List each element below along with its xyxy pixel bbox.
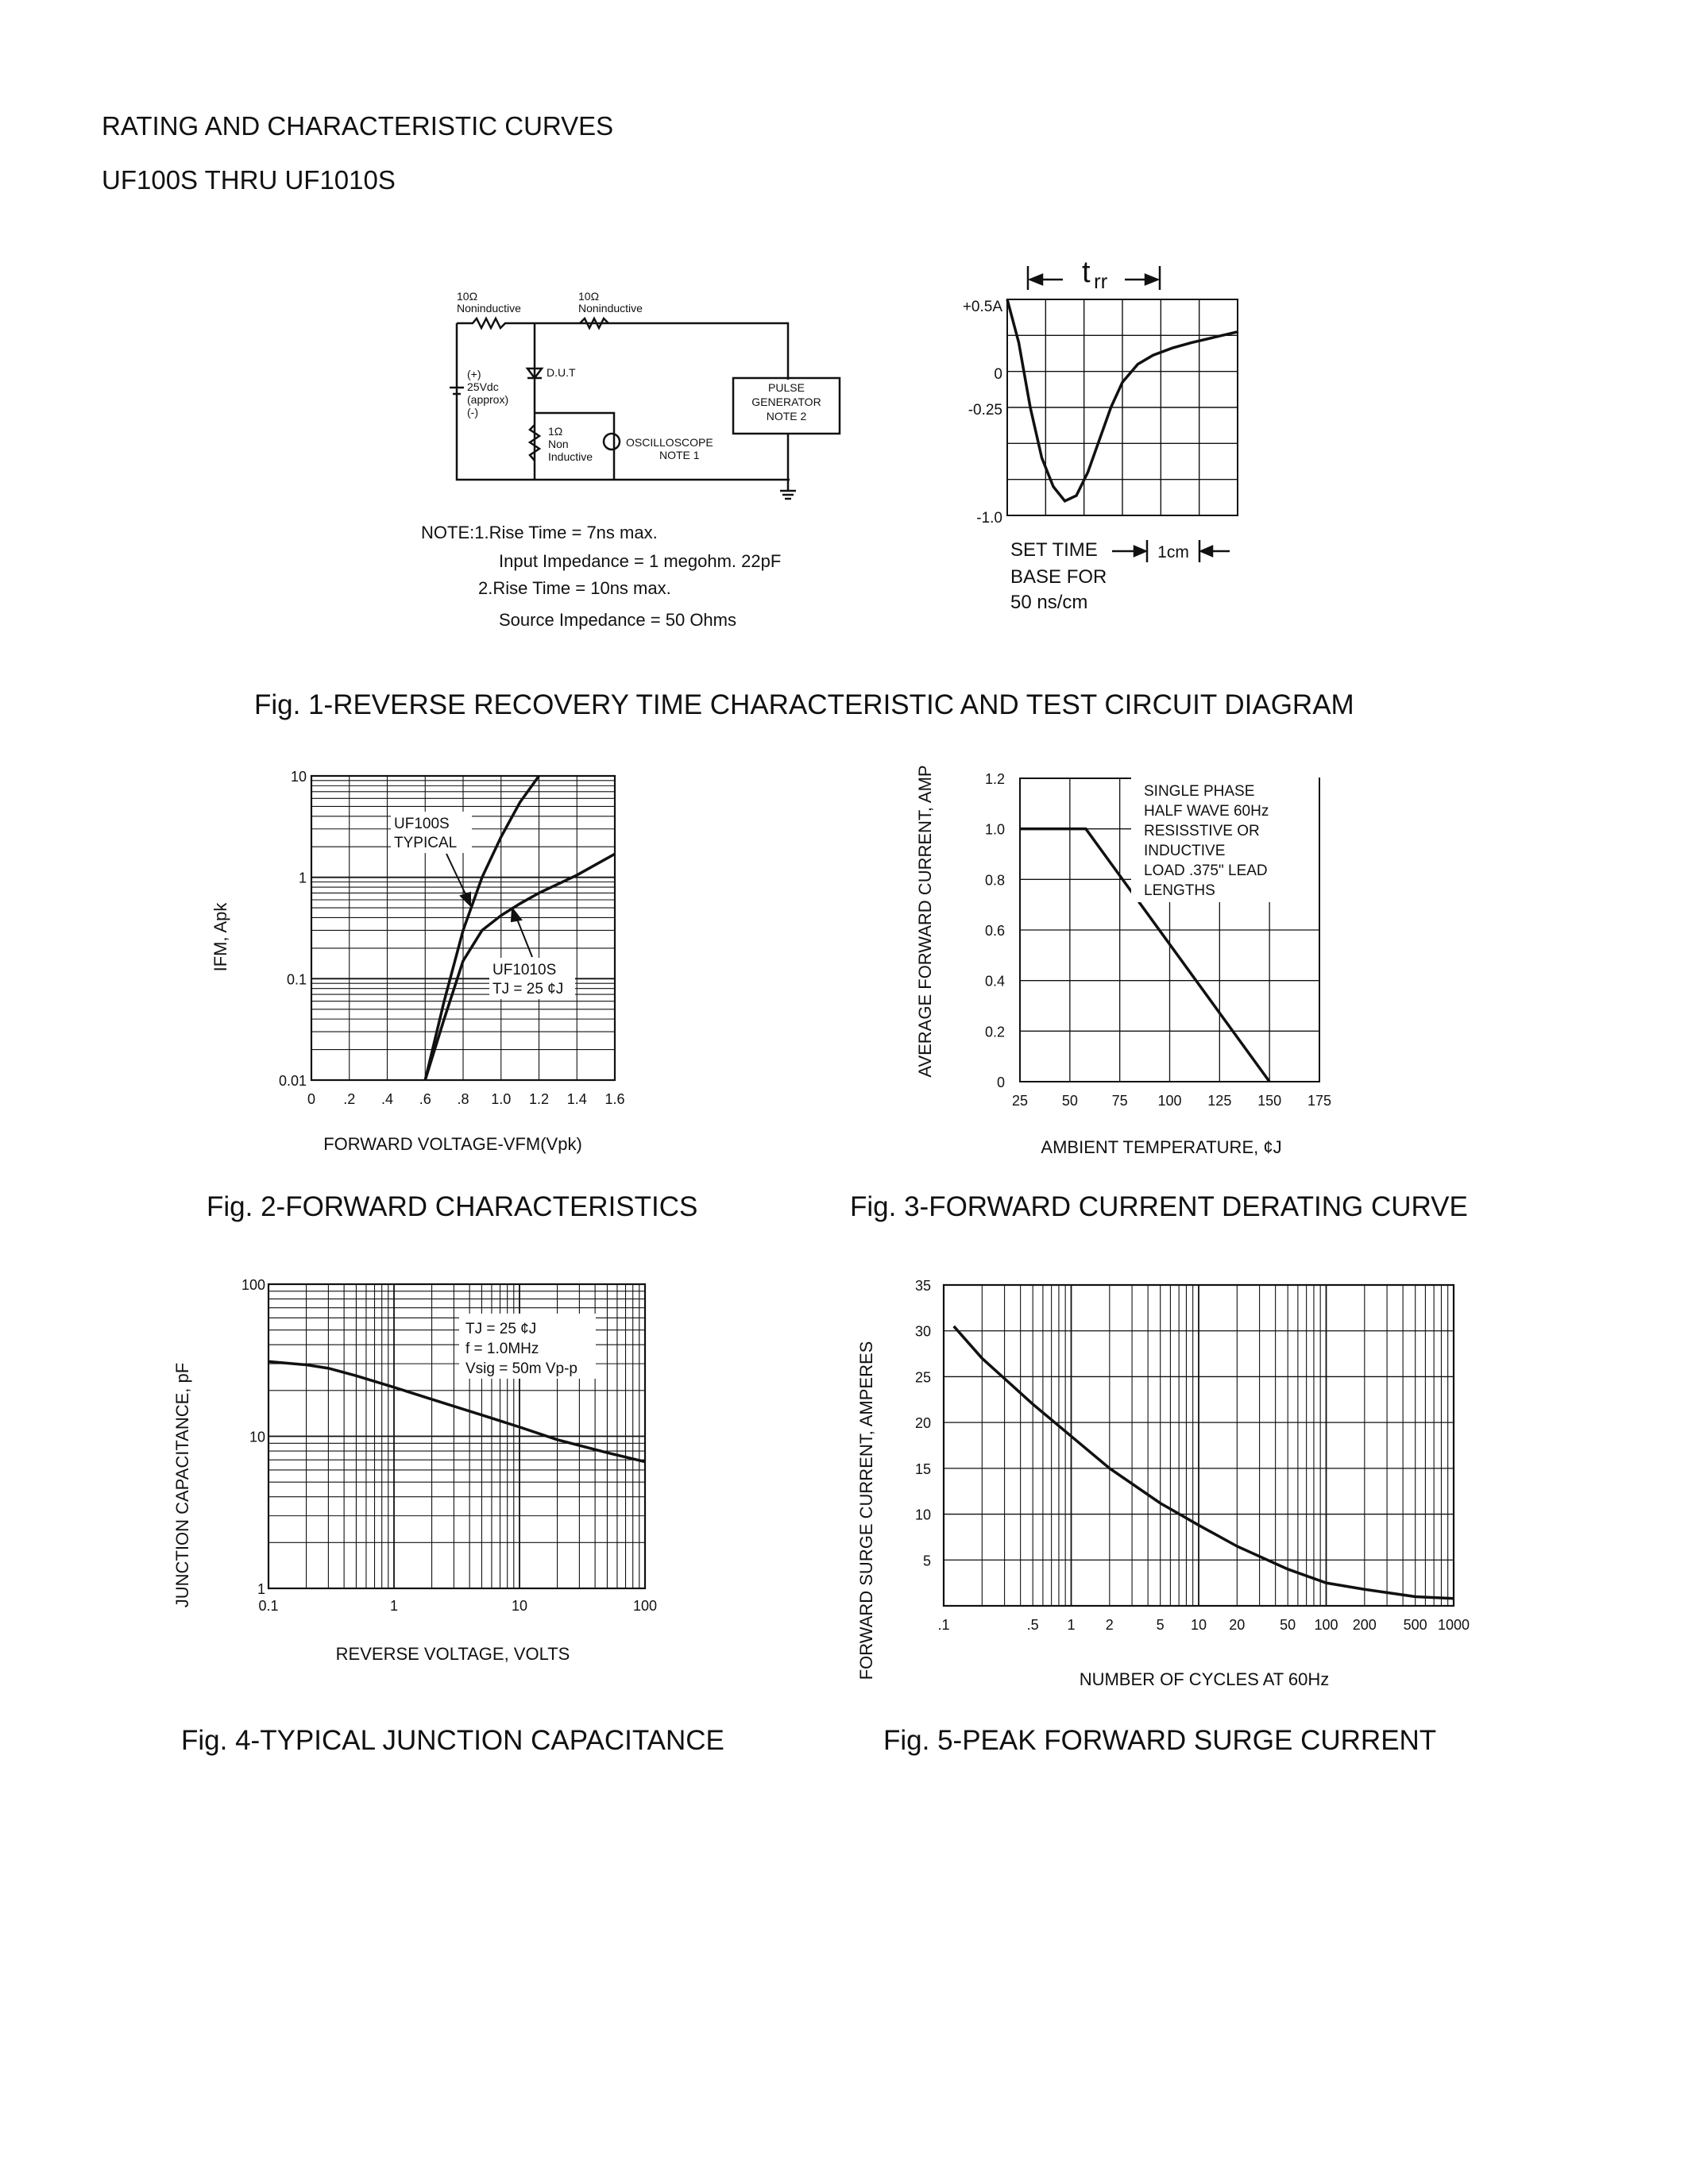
oscilloscope-icon: [604, 434, 620, 450]
fig1-ns-cm-label: 50 ns/cm: [1010, 592, 1088, 613]
fig4-ytick-label: 100: [241, 1277, 265, 1293]
fig5-xlabel: NUMBER OF CYCLES AT 60Hz: [1079, 1669, 1330, 1689]
r3-type-line1: Non: [548, 438, 569, 450]
fig2-ylabel: IFM, Apk: [211, 902, 230, 972]
fig2-caption: Fig. 2-FORWARD CHARACTERISTICS: [207, 1191, 698, 1222]
fig3-xtick-label: 50: [1061, 1093, 1078, 1109]
fig1-grid: [1007, 299, 1238, 515]
dut-label: D.U.T: [547, 366, 576, 379]
fig2-xtick-label: 1.4: [566, 1091, 587, 1107]
fig5-xtick-label: 200: [1352, 1617, 1377, 1633]
note-3: 2.Rise Time = 10ns max.: [478, 578, 671, 598]
fig2-annotation-tj: TJ = 25 ¢J: [492, 981, 564, 997]
fig5-ytick-label: 25: [914, 1369, 931, 1386]
r3-value-label: 1Ω: [548, 425, 563, 438]
fig5-ytick-label: 30: [914, 1323, 931, 1340]
oscilloscope-note-label: NOTE 1: [659, 449, 700, 461]
fig3-ytick-label: 0.2: [984, 1024, 1005, 1040]
fig3-xtick-label: 150: [1257, 1093, 1282, 1109]
fig3-ytick-label: 1.2: [984, 771, 1005, 787]
fig5-xtick-label: .1: [937, 1617, 950, 1633]
fig2-annotations: [391, 812, 575, 999]
fig2-ytick-label: 1: [298, 870, 307, 886]
fig5-ytick-label: 35: [914, 1278, 931, 1294]
fig2-chart: [211, 769, 625, 1154]
fig3-ylabel: AVERAGE FORWARD CURRENT, AMP: [915, 765, 935, 1078]
fig5-xtick-label: 1000: [1437, 1617, 1470, 1633]
pulse-line2-label: GENERATOR: [751, 396, 821, 408]
r1-type-label: Noninductive: [457, 302, 521, 314]
fig1-cm-label: 1cm: [1157, 543, 1189, 561]
r2-type-label: Noninductive: [578, 302, 643, 314]
circuit-labels: [457, 290, 821, 463]
fig4-caption: Fig. 4-TYPICAL JUNCTION CAPACITANCE: [181, 1725, 724, 1756]
fig4-annotation-line: Vsig = 50m Vp-p: [465, 1360, 577, 1377]
supply-voltage-label: 25Vdc: [467, 380, 499, 393]
fig5-xtick-label: 10: [1190, 1617, 1207, 1633]
fig5-ytick-label: 20: [914, 1415, 931, 1432]
fig4-annotation-line: TJ = 25 ¢J: [465, 1321, 537, 1337]
oscilloscope-label: OSCILLOSCOPE: [626, 436, 713, 449]
page-subtitle: UF100S THRU UF1010S: [102, 165, 396, 195]
fig2-xtick-label: 1.0: [491, 1091, 512, 1107]
fig1-ytick-label: +0.5A: [962, 299, 1002, 315]
fig5-line-surge: [954, 1326, 1454, 1599]
fig3-annotation-line: HALF WAVE 60Hz: [1144, 803, 1269, 820]
fig3-ytick-label: 0.6: [984, 923, 1005, 939]
fig2-xtick-label: 1.2: [528, 1091, 550, 1107]
fig3-xtick-label: 75: [1111, 1093, 1128, 1109]
fig2-xtick-label: .6: [419, 1091, 431, 1107]
note-4: Source Impedance = 50 Ohms: [499, 610, 736, 630]
fig2-xtick-label: 1.6: [605, 1091, 625, 1107]
fig3-xtick-label: 175: [1307, 1093, 1332, 1109]
fig3-annotation-line: LENGTHS: [1144, 882, 1215, 899]
fig4-xtick-label: 100: [632, 1598, 658, 1614]
fig5-xtick-label: 5: [1156, 1617, 1165, 1633]
fig5-ytick-label: 5: [922, 1553, 931, 1569]
circuit-wire-scope-box: [535, 413, 614, 480]
r3-type-line2: Inductive: [548, 450, 593, 463]
fig4-annotation-line: f = 1.0MHz: [465, 1341, 539, 1357]
fig4-ytick-label: 10: [249, 1429, 265, 1445]
fig2-xtick-label: .2: [343, 1091, 356, 1107]
fig5-ytick-label: 10: [914, 1507, 931, 1523]
fig1-base-for-label: BASE FOR: [1010, 566, 1107, 588]
fig3-ytick-label: 1.0: [984, 821, 1005, 838]
supply-plus-label: (+): [467, 368, 481, 380]
fig4-ylabel: JUNCTION CAPACITANCE, pF: [172, 1362, 192, 1608]
fig4-chart: [172, 1277, 657, 1664]
supply-minus-label: (-): [467, 406, 478, 419]
fig1-ytick-label: -1.0: [976, 510, 1002, 527]
fig3-ytick-label: 0: [996, 1075, 1005, 1090]
fig3-xtick-label: 100: [1157, 1093, 1182, 1109]
fig5-ytick-label: 15: [914, 1461, 931, 1477]
fig2-xtick-label: .8: [457, 1091, 469, 1107]
fig4-xtick-label: 1: [389, 1598, 399, 1614]
note-2: Input Impedance = 1 megohm. 22pF: [499, 551, 782, 571]
fig2-ytick-label: 10: [290, 769, 307, 785]
test-circuit: [450, 318, 840, 499]
fig3-annotation-line: RESISSTIVE OR: [1144, 823, 1260, 839]
fig5-xtick-label: .5: [1026, 1617, 1039, 1633]
fig4-xtick-label: 0.1: [258, 1598, 279, 1614]
fig1-ytick-label: 0: [994, 366, 1002, 383]
fig5-xtick-label: 20: [1229, 1617, 1246, 1633]
pulse-line3-label: NOTE 2: [766, 410, 807, 423]
fig1-trr-sub: rr: [1094, 269, 1108, 293]
ground-icon: [780, 491, 796, 499]
fig2-annotation-typical: TYPICAL: [394, 835, 458, 851]
fig2-annotation-uf100s: UF100S: [394, 816, 450, 832]
circuit-notes: [421, 523, 781, 630]
fig5-xtick-label: 500: [1403, 1617, 1427, 1633]
fig3-ytick-label: 0.4: [984, 973, 1005, 990]
fig2-annotation-uf1010s: UF1010S: [492, 962, 557, 978]
fig2-xtick-label: 0: [307, 1091, 316, 1107]
fig3-chart: [915, 765, 1331, 1157]
fig4-xtick-label: 10: [511, 1598, 528, 1614]
fig3-ytick-label: 0.8: [984, 872, 1005, 889]
fig3-xtick-label: 25: [1011, 1093, 1029, 1109]
page-title: RATING AND CHARACTERISTIC CURVES: [102, 111, 614, 141]
fig5-xtick-label: 2: [1105, 1617, 1114, 1633]
fig5-grid: [944, 1285, 1454, 1606]
fig3-annotation-line: INDUCTIVE: [1144, 843, 1226, 859]
fig5-series: [954, 1326, 1454, 1599]
fig2-ytick-label: 0.1: [286, 971, 307, 988]
fig5-xtick-label: 50: [1280, 1617, 1296, 1633]
fig3-annotation-line: LOAD .375" LEAD: [1144, 862, 1268, 879]
pulse-line1-label: PULSE: [768, 381, 805, 394]
fig5-xtick-label: 100: [1314, 1617, 1338, 1633]
fig2-xtick-label: .4: [380, 1091, 394, 1107]
r1-value-label: 10Ω: [457, 290, 478, 303]
fig5-caption: Fig. 5-PEAK FORWARD SURGE CURRENT: [883, 1725, 1437, 1756]
fig1-ytick-label: -0.25: [968, 402, 1002, 419]
fig2-xlabel: FORWARD VOLTAGE-VFM(Vpk): [323, 1134, 582, 1154]
r2-value-label: 10Ω: [578, 290, 600, 303]
fig2-ytick-label: 0.01: [278, 1073, 307, 1089]
fig4-xlabel: REVERSE VOLTAGE, VOLTS: [335, 1644, 570, 1664]
fig3-annotation-line: SINGLE PHASE: [1144, 783, 1255, 800]
supply-approx-label: (approx): [467, 393, 509, 406]
fig3-xlabel: AMBIENT TEMPERATURE, ¢J: [1041, 1137, 1282, 1157]
fig5-ylabel: FORWARD SURGE CURRENT, AMPERES: [856, 1341, 876, 1680]
fig1-set-time-label: SET TIME: [1010, 539, 1098, 561]
fig1-trr-label: t: [1082, 256, 1091, 289]
fig4-ytick-label: 1: [257, 1581, 265, 1597]
fig1-chart: [963, 256, 1238, 613]
fig1-caption: Fig. 1-REVERSE RECOVERY TIME CHARACTERISTIC AND TEST CIRCUIT DIAGRAM: [254, 689, 1354, 720]
note-1: NOTE:1.Rise Time = 7ns max.: [421, 523, 658, 542]
fig3-caption: Fig. 3-FORWARD CURRENT DERATING CURVE: [850, 1191, 1468, 1222]
fig5-chart: [856, 1278, 1470, 1689]
circuit-wire-top: [457, 318, 788, 380]
fig5-xtick-label: 1: [1067, 1617, 1076, 1633]
fig3-xtick-label: 125: [1207, 1093, 1232, 1109]
